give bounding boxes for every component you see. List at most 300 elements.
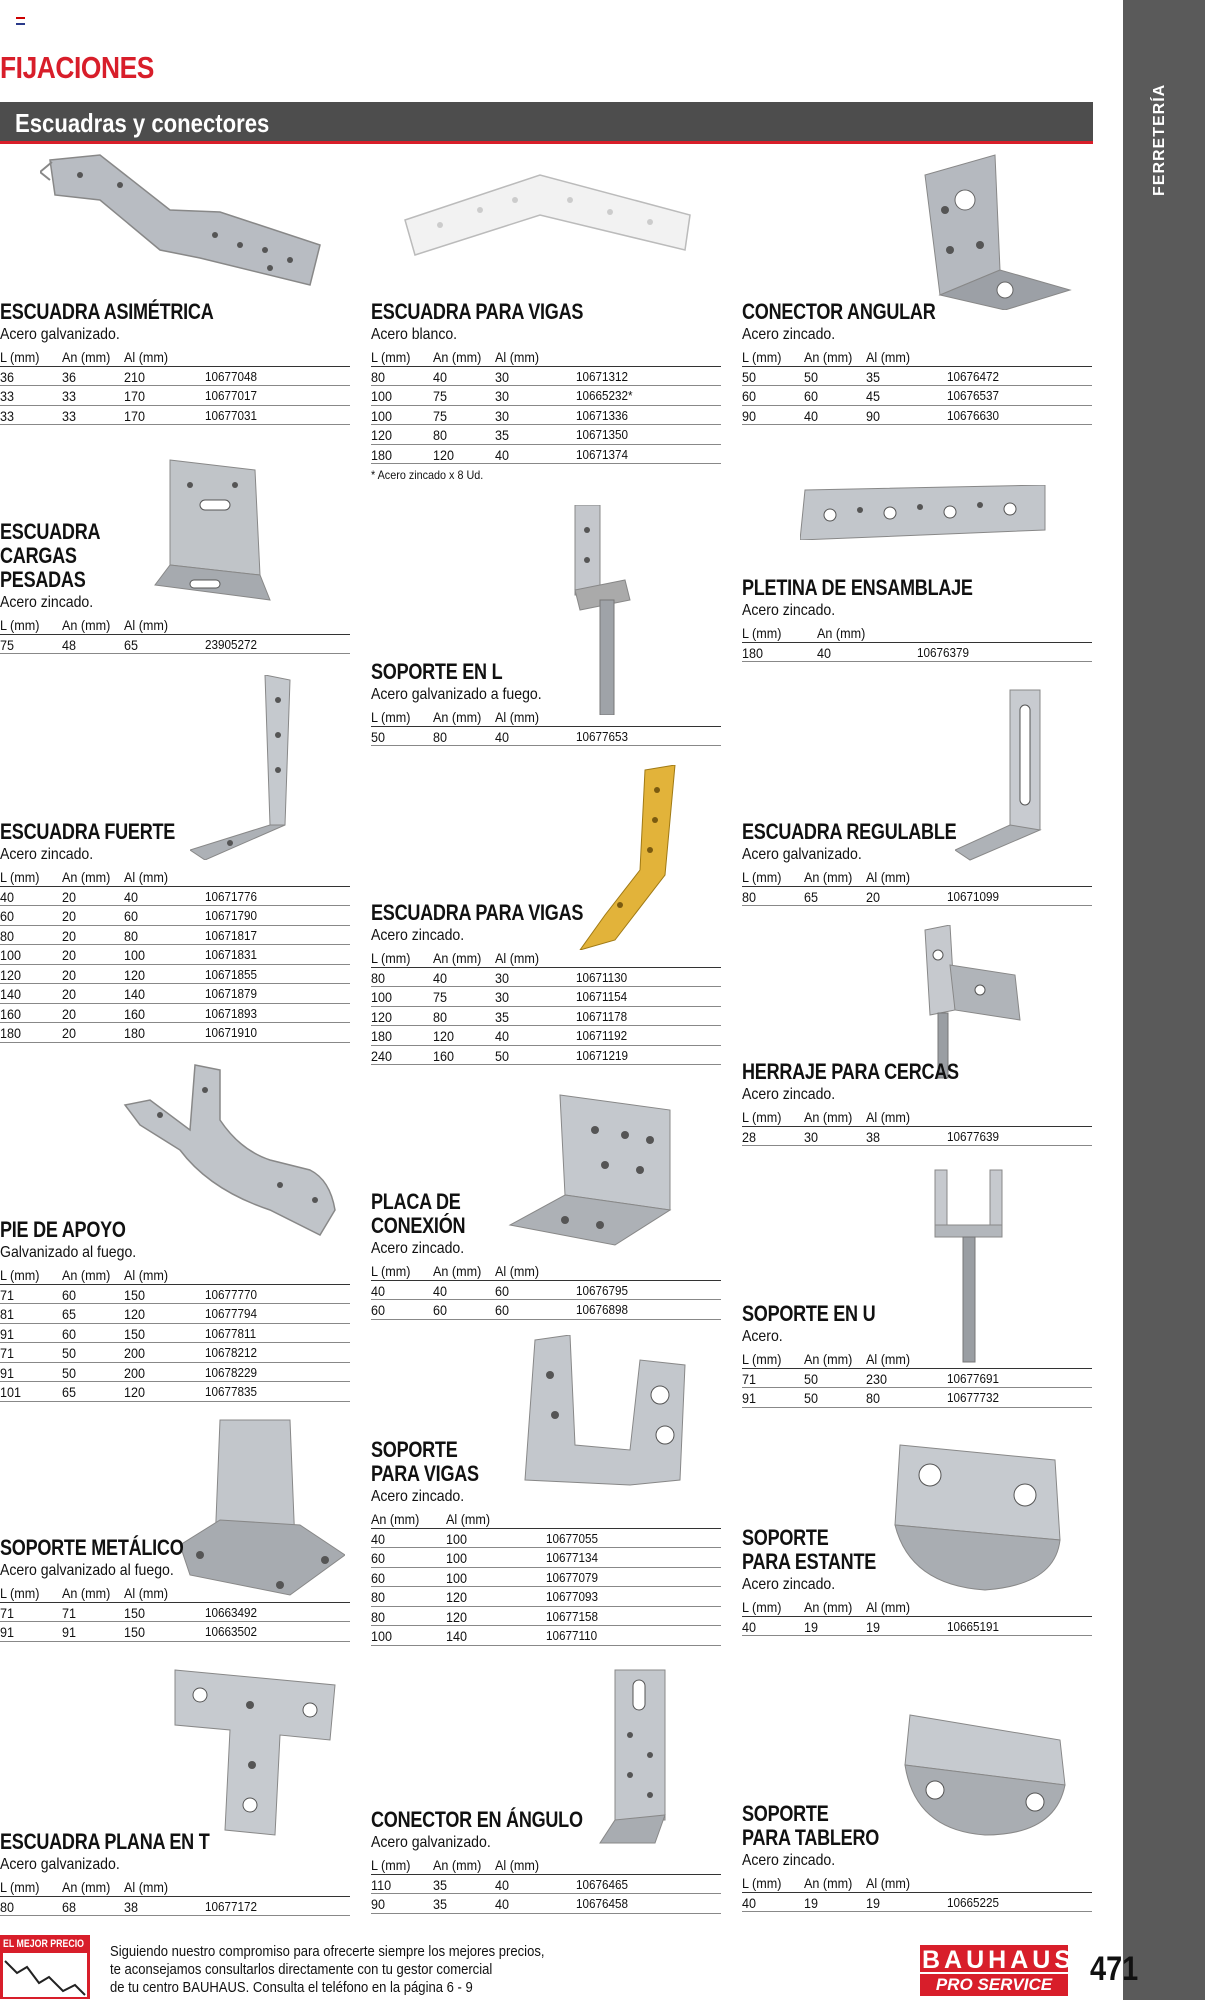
product-code: 10665191 xyxy=(947,1618,1000,1634)
table-row xyxy=(742,386,1092,406)
spec-cell: 50 xyxy=(742,368,757,385)
product-code: 10671831 xyxy=(205,947,258,962)
spec-header-row xyxy=(371,1855,721,1875)
spec-header: An (mm) xyxy=(804,1109,853,1125)
spec-header: Al (mm) xyxy=(495,950,540,966)
spec-cell: 20 xyxy=(62,1025,77,1041)
spec-table xyxy=(742,1597,1092,1636)
spec-header-row xyxy=(742,867,1092,887)
spec-cell: 180 xyxy=(742,644,764,661)
product-code: 10671893 xyxy=(205,1005,258,1021)
spec-header-row xyxy=(371,948,721,968)
spec-cell: 120 xyxy=(124,1306,146,1322)
spec-header: L (mm) xyxy=(742,1875,782,1891)
spec-header: An (mm) xyxy=(62,869,111,885)
spec-header-row xyxy=(742,1107,1092,1127)
product-material: Acero galvanizado. xyxy=(742,846,862,863)
spec-header: Al (mm) xyxy=(495,349,540,365)
table-row xyxy=(371,367,721,387)
spec-cell: 33 xyxy=(0,407,15,424)
spec-cell: 40 xyxy=(495,728,510,745)
product-material: Acero galvanizado al fuego. xyxy=(0,1562,174,1579)
product-code: 10677055 xyxy=(546,1530,599,1546)
spec-cell: 65 xyxy=(62,1306,77,1322)
product-code: 10671099 xyxy=(947,888,1000,904)
angle-connector-image xyxy=(920,150,1080,310)
product-code: 10671154 xyxy=(576,989,628,1004)
spec-cell: 40 xyxy=(495,446,510,463)
spec-header: An (mm) xyxy=(433,1857,482,1873)
product-material: Acero zincado. xyxy=(371,1488,465,1505)
product-name: PARA TABLERO xyxy=(742,1825,880,1850)
spec-cell: 20 xyxy=(62,908,77,924)
spec-cell: 120 xyxy=(433,446,455,463)
spec-cell: 80 xyxy=(0,927,15,944)
spec-cell: 120 xyxy=(446,1608,468,1625)
spec-cell: 40 xyxy=(742,1894,757,1911)
table-row xyxy=(0,1382,350,1402)
spec-header: L (mm) xyxy=(742,625,782,641)
table-row xyxy=(371,1894,721,1914)
product-code: 10671879 xyxy=(205,986,258,1001)
product-heavy-load-bracket xyxy=(0,520,350,654)
spec-cell: 36 xyxy=(0,368,15,385)
spec-table xyxy=(0,347,350,425)
product-name: SOPORTE EN U xyxy=(742,1301,876,1326)
product-connection-plate xyxy=(371,1190,721,1320)
spec-cell: 60 xyxy=(124,908,139,924)
spec-cell: 180 xyxy=(0,1025,22,1041)
product-code: 10671192 xyxy=(576,1028,628,1043)
product-beam-bracket-zinc xyxy=(371,901,721,1065)
spec-header: L (mm) xyxy=(371,1857,411,1873)
spec-cell: 40 xyxy=(495,1028,510,1044)
product-name: PLETINA DE ENSAMBLAJE xyxy=(742,575,973,600)
spec-header: An (mm) xyxy=(804,869,853,885)
spec-cell: 80 xyxy=(0,1898,15,1915)
product-material: Acero galvanizado. xyxy=(0,326,120,343)
spec-header: L (mm) xyxy=(742,1351,782,1367)
spec-header: Al (mm) xyxy=(124,869,169,885)
section-banner xyxy=(0,102,1093,144)
spec-cell: 71 xyxy=(0,1286,15,1303)
spec-cell: 19 xyxy=(804,1894,819,1911)
product-name: SOPORTE xyxy=(742,1525,829,1550)
product-code: 10677093 xyxy=(546,1589,599,1604)
spec-header: L (mm) xyxy=(0,1267,40,1283)
spec-cell: 19 xyxy=(866,1618,881,1635)
spec-cell: 71 xyxy=(62,1604,77,1621)
flat-t-bracket-image xyxy=(170,1665,340,1840)
category-sidebar xyxy=(1123,0,1205,2000)
product-code: 10663502 xyxy=(205,1624,258,1639)
product-name: ESCUADRA xyxy=(0,519,101,544)
product-fence-hardware xyxy=(742,1060,1092,1146)
spec-header: An (mm) xyxy=(62,1879,111,1895)
spec-cell: 81 xyxy=(0,1306,15,1322)
product-code: 10671855 xyxy=(205,966,258,982)
product-code: 10677835 xyxy=(205,1384,258,1399)
spec-cell: 200 xyxy=(124,1345,146,1361)
spec-cell: 100 xyxy=(446,1569,468,1586)
product-shelf-support xyxy=(742,1526,1092,1636)
product-u-support xyxy=(742,1302,1092,1408)
bauhaus-logo xyxy=(920,1945,1075,1997)
table-row xyxy=(0,386,350,406)
spec-cell: 140 xyxy=(124,986,146,1002)
table-row xyxy=(742,1369,1092,1389)
product-code: 10676795 xyxy=(576,1282,629,1298)
product-name: CONECTOR EN ÁNGULO xyxy=(371,1807,583,1832)
product-material: Acero blanco. xyxy=(371,326,458,343)
product-angle-connector-2 xyxy=(371,1808,721,1914)
spec-cell: 150 xyxy=(124,1325,146,1342)
spec-header: Al (mm) xyxy=(866,1875,911,1891)
product-material: Acero zincado. xyxy=(0,846,94,863)
product-code: 10676898 xyxy=(576,1302,629,1317)
product-code: 10671776 xyxy=(205,888,258,904)
table-row xyxy=(742,1893,1092,1913)
spec-cell: 33 xyxy=(62,407,77,424)
spec-cell: 40 xyxy=(817,644,832,661)
spec-header: An (mm) xyxy=(817,625,866,641)
footer-line: te aconsejamos consultarlos directamente con tu gestor comercial xyxy=(110,1962,493,1978)
spec-header-row xyxy=(0,1265,350,1285)
product-code: 10676465 xyxy=(576,1876,629,1892)
spec-cell: 65 xyxy=(804,888,819,905)
spec-cell: 50 xyxy=(804,1370,819,1387)
product-code: 10671350 xyxy=(576,427,629,442)
spec-header: Al (mm) xyxy=(866,1599,911,1615)
table-row xyxy=(0,906,350,926)
table-row xyxy=(371,1529,721,1549)
spec-header: L (mm) xyxy=(0,1585,40,1601)
product-name: CONEXIÓN xyxy=(371,1213,466,1238)
table-row xyxy=(371,1607,721,1627)
spec-cell: 140 xyxy=(446,1628,468,1644)
spec-header: L (mm) xyxy=(742,349,782,365)
product-support-foot xyxy=(0,1218,350,1402)
spec-cell: 100 xyxy=(371,407,393,424)
spec-header: L (mm) xyxy=(0,349,40,365)
spec-cell: 170 xyxy=(124,388,146,404)
spec-cell: 91 xyxy=(0,1364,15,1381)
table-row xyxy=(371,1587,721,1607)
product-code: 10677172 xyxy=(205,1898,258,1914)
table-row xyxy=(742,1617,1092,1637)
spec-cell: 100 xyxy=(124,947,146,963)
product-code: 10677031 xyxy=(205,407,258,423)
table-row xyxy=(0,1324,350,1344)
spec-header-row xyxy=(371,1509,721,1529)
table-row xyxy=(371,1046,721,1066)
product-flat-t-bracket xyxy=(0,1830,350,1916)
price-chart-icon xyxy=(3,1953,87,1997)
spec-cell: 120 xyxy=(124,966,146,983)
product-name: PARA VIGAS xyxy=(371,1461,479,1486)
spec-table xyxy=(371,347,721,464)
spec-header: Al (mm) xyxy=(446,1511,491,1527)
product-name: PARA ESTANTE xyxy=(742,1549,877,1574)
spec-cell: 20 xyxy=(62,947,77,963)
spec-header-row xyxy=(742,1873,1092,1893)
table-row xyxy=(0,635,350,655)
table-row xyxy=(0,1603,350,1623)
spec-header: L (mm) xyxy=(371,950,411,966)
product-name: SOPORTE xyxy=(371,1437,458,1462)
table-row xyxy=(371,1626,721,1646)
footer-line: de tu centro BAUHAUS. Consulta el teléfono en la página 6 - 9 xyxy=(110,1980,473,1996)
product-material: Acero. xyxy=(742,1328,783,1345)
table-row xyxy=(0,1304,350,1324)
spec-header: L (mm) xyxy=(0,1879,40,1895)
table-row xyxy=(371,406,721,426)
page-number: 471 xyxy=(1090,1950,1139,1988)
product-name: PLACA DE xyxy=(371,1189,461,1214)
spec-cell: 40 xyxy=(742,1618,757,1635)
spec-cell: 60 xyxy=(495,1282,510,1299)
product-code: 10677811 xyxy=(205,1325,257,1341)
product-code: 10677017 xyxy=(205,388,258,403)
spec-header: Al (mm) xyxy=(495,709,540,725)
spec-cell: 68 xyxy=(62,1898,77,1915)
spec-header-row xyxy=(0,867,350,887)
spec-header-row xyxy=(742,1349,1092,1369)
spec-cell: 30 xyxy=(495,969,510,986)
product-material: Acero galvanizado a fuego. xyxy=(371,686,542,703)
product-code: 10671312 xyxy=(576,368,629,384)
product-code: 10671374 xyxy=(576,446,629,462)
product-code: 10677079 xyxy=(546,1569,599,1585)
table-row xyxy=(371,1026,721,1046)
product-name: SOPORTE EN L xyxy=(371,659,503,684)
footer-line: Siguiendo nuestro compromiso para ofrecerte siempre los mejores precios, xyxy=(110,1944,545,1960)
table-row xyxy=(371,727,721,747)
spec-cell: 80 xyxy=(124,927,139,944)
spec-header: Al (mm) xyxy=(866,1351,911,1367)
product-material: Acero zincado. xyxy=(371,1240,465,1257)
spec-cell: 20 xyxy=(62,927,77,944)
product-material: Acero zincado. xyxy=(371,927,465,944)
spec-cell: 35 xyxy=(433,1896,448,1912)
spec-cell: 60 xyxy=(62,1286,77,1303)
spec-cell: 50 xyxy=(804,368,819,385)
product-code: 10677691 xyxy=(947,1370,1000,1386)
table-row xyxy=(0,945,350,965)
table-row xyxy=(371,1300,721,1320)
spec-header: L (mm) xyxy=(371,709,411,725)
product-beam-bracket-white xyxy=(371,300,721,482)
spec-cell: 210 xyxy=(124,368,146,385)
spec-cell: 20 xyxy=(62,966,77,983)
spec-cell: 100 xyxy=(446,1550,468,1566)
spec-cell: 80 xyxy=(433,1008,448,1025)
product-code: 10676537 xyxy=(947,388,1000,403)
table-row xyxy=(0,965,350,985)
spec-header: An (mm) xyxy=(433,1263,482,1279)
product-name: ESCUADRA REGULABLE xyxy=(742,819,957,844)
spec-header: An (mm) xyxy=(62,1267,111,1283)
logo-service: PRO SERVICE xyxy=(920,1974,1068,1996)
spec-header-row xyxy=(371,347,721,367)
spec-cell: 91 xyxy=(742,1390,757,1406)
spec-cell: 80 xyxy=(371,368,386,385)
spec-header: L (mm) xyxy=(0,869,40,885)
product-code: 10671178 xyxy=(576,1008,628,1024)
spec-cell: 30 xyxy=(495,989,510,1005)
table-row xyxy=(371,1568,721,1588)
spec-cell: 120 xyxy=(371,1008,393,1025)
product-code: 10676472 xyxy=(947,368,1000,384)
product-material: Acero galvanizado. xyxy=(0,1856,120,1873)
spec-cell: 120 xyxy=(371,427,393,443)
product-name: ESCUADRA PARA VIGAS xyxy=(371,900,584,925)
spec-cell: 20 xyxy=(62,986,77,1002)
table-row xyxy=(0,1897,350,1917)
product-name: HERRAJE PARA CERCAS xyxy=(742,1059,959,1084)
spec-table xyxy=(0,615,350,654)
spec-cell: 48 xyxy=(62,636,77,653)
spec-cell: 160 xyxy=(433,1047,455,1064)
product-code: 10677134 xyxy=(546,1550,599,1565)
spec-cell: 45 xyxy=(866,388,881,404)
product-l-support xyxy=(371,660,721,746)
spec-header: L (mm) xyxy=(742,1599,782,1615)
product-adjustable-bracket xyxy=(742,820,1092,906)
spec-cell: 35 xyxy=(866,368,881,385)
spec-header-row xyxy=(371,1261,721,1281)
spec-cell: 160 xyxy=(124,1005,146,1022)
table-row xyxy=(742,643,1092,663)
product-code: 10676379 xyxy=(917,644,970,660)
spec-table xyxy=(371,1509,721,1646)
product-material: Acero zincado. xyxy=(742,1086,836,1103)
spec-cell: 30 xyxy=(495,368,510,385)
spec-header: An (mm) xyxy=(371,1511,420,1527)
spec-cell: 50 xyxy=(62,1345,77,1361)
spec-cell: 60 xyxy=(371,1569,386,1586)
table-row xyxy=(371,1875,721,1895)
spec-cell: 50 xyxy=(62,1364,77,1381)
product-code: 10677794 xyxy=(205,1306,258,1321)
spec-header: Al (mm) xyxy=(866,349,911,365)
spec-cell: 38 xyxy=(866,1128,881,1145)
spec-header: Al (mm) xyxy=(124,617,169,633)
spec-cell: 80 xyxy=(433,728,448,745)
spec-header: L (mm) xyxy=(742,869,782,885)
product-code: 10677732 xyxy=(947,1390,1000,1405)
table-row xyxy=(0,367,350,387)
spec-cell: 20 xyxy=(62,1005,77,1022)
spec-header: Al (mm) xyxy=(866,1109,911,1125)
spec-header: Al (mm) xyxy=(124,1267,169,1283)
spec-cell: 90 xyxy=(371,1896,386,1912)
spec-cell: 71 xyxy=(742,1370,757,1387)
spec-cell: 91 xyxy=(62,1624,77,1640)
spec-cell: 160 xyxy=(0,1005,22,1022)
product-name: CONECTOR ANGULAR xyxy=(742,299,936,324)
spec-header: An (mm) xyxy=(62,1585,111,1601)
spec-cell: 75 xyxy=(0,636,15,653)
spec-header: Al (mm) xyxy=(495,1857,540,1873)
spec-header: L (mm) xyxy=(742,1109,782,1125)
spec-cell: 80 xyxy=(371,1608,386,1625)
spec-table xyxy=(0,1265,350,1402)
spec-cell: 120 xyxy=(0,966,22,983)
spec-cell: 35 xyxy=(433,1876,448,1893)
product-note: * Acero zincado x 8 Ud. xyxy=(371,468,484,482)
table-row xyxy=(742,887,1092,907)
spec-table xyxy=(742,1873,1092,1912)
spec-cell: 90 xyxy=(742,407,757,424)
product-code: 10663492 xyxy=(205,1604,258,1620)
product-code: 10671336 xyxy=(576,407,629,423)
spec-cell: 100 xyxy=(0,947,22,963)
product-code: 10677158 xyxy=(546,1608,599,1624)
spec-cell: 50 xyxy=(371,728,386,745)
table-row xyxy=(0,406,350,426)
best-price-label: EL MEJOR PRECIO xyxy=(3,1938,85,1950)
product-material: Acero zincado. xyxy=(742,326,836,343)
product-code: 10665225 xyxy=(947,1894,1000,1910)
spec-cell: 60 xyxy=(495,1302,510,1318)
spec-cell: 180 xyxy=(371,1028,393,1044)
product-angle-connector xyxy=(742,300,1092,425)
spec-table xyxy=(742,1349,1092,1408)
spec-table xyxy=(742,1107,1092,1146)
spec-cell: 60 xyxy=(742,388,757,404)
spec-cell: 100 xyxy=(371,1628,393,1644)
table-row xyxy=(742,406,1092,426)
spec-cell: 91 xyxy=(0,1624,15,1640)
table-row xyxy=(0,1363,350,1383)
spec-cell: 230 xyxy=(866,1370,888,1387)
spec-cell: 80 xyxy=(433,427,448,443)
spec-cell: 60 xyxy=(371,1302,386,1318)
spec-cell: 75 xyxy=(433,407,448,424)
product-assembly-plate xyxy=(742,576,1092,662)
spec-table xyxy=(742,623,1092,662)
table-row xyxy=(0,887,350,907)
spec-cell: 40 xyxy=(495,1876,510,1893)
product-metal-support xyxy=(0,1536,350,1642)
product-name: PESADAS xyxy=(0,567,86,592)
footer-notice xyxy=(110,1943,544,1997)
table-row xyxy=(0,1023,350,1043)
spec-cell: 30 xyxy=(804,1128,819,1145)
product-code: 10677770 xyxy=(205,1286,258,1302)
spec-cell: 101 xyxy=(0,1384,22,1400)
spec-cell: 30 xyxy=(495,388,510,404)
product-name: PIE DE APOYO xyxy=(0,1217,126,1242)
spec-cell: 33 xyxy=(0,388,15,404)
spec-cell: 75 xyxy=(433,388,448,404)
asymmetric-bracket-image xyxy=(40,150,330,300)
spec-header: An (mm) xyxy=(62,617,111,633)
white-beam-bracket-image xyxy=(400,170,700,270)
table-row xyxy=(371,425,721,445)
spec-cell: 30 xyxy=(495,407,510,424)
table-row xyxy=(0,1004,350,1024)
spec-cell: 36 xyxy=(62,368,77,385)
spec-cell: 140 xyxy=(0,986,22,1002)
table-row xyxy=(0,926,350,946)
spec-table xyxy=(0,1877,350,1916)
product-code: 10678212 xyxy=(205,1345,258,1360)
spec-header: An (mm) xyxy=(804,1875,853,1891)
spec-cell: 33 xyxy=(62,388,77,404)
category-label: FERRETERÍA xyxy=(1151,83,1168,196)
